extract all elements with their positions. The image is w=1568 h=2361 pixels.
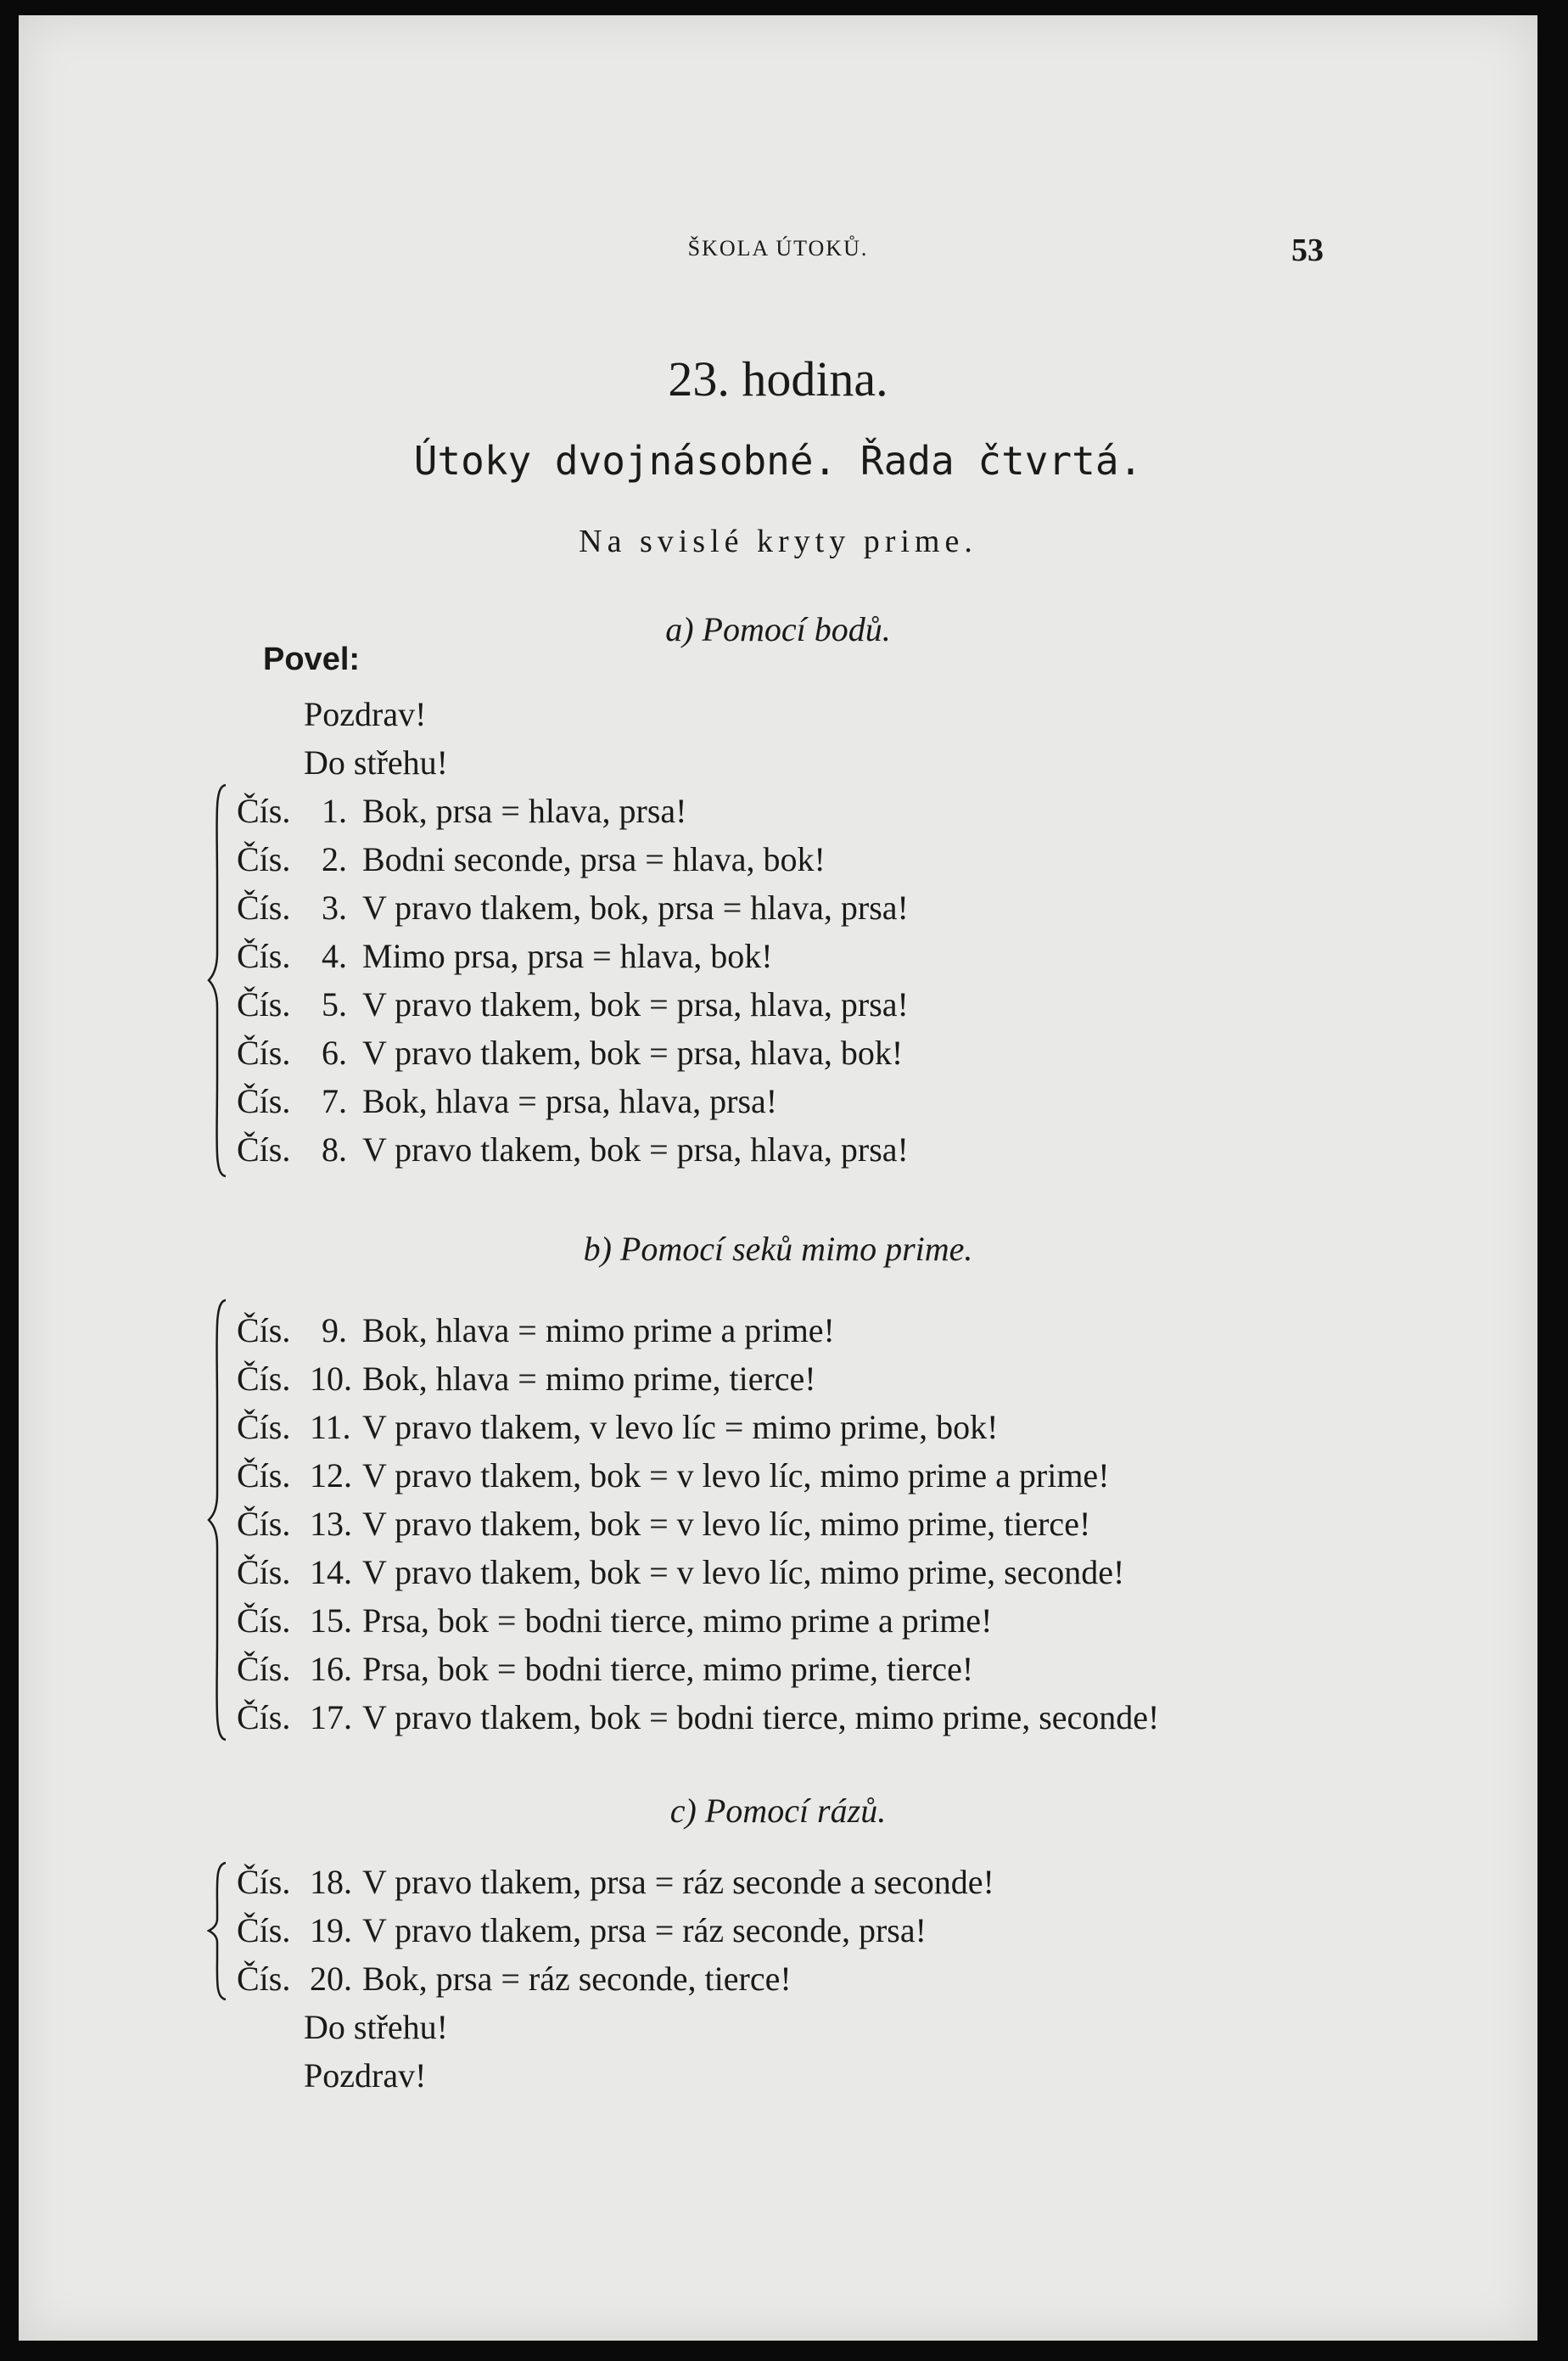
- list-item: Čís. 20. Bok, prsa = ráz seconde, tierce!: [237, 1960, 792, 1998]
- book-page: [19, 15, 1537, 2341]
- list-item: Čís. 15. Prsa, bok = bodni tierce, mimo prime a prime!: [237, 1601, 993, 1640]
- lesson-title: 23. hodina.: [668, 351, 888, 407]
- intro-command: Do střehu!: [304, 743, 448, 782]
- page-number: 53: [1291, 233, 1324, 268]
- list-item: Čís. 17. V pravo tlakem, bok = bodni tierce, mimo prime, seconde!: [237, 1698, 1160, 1736]
- list-item: Čís. 7. Bok, hlava = prsa, hlava, prsa!: [237, 1082, 778, 1120]
- list-item: Čís. 8. V pravo tlakem, bok = prsa, hlava, prsa!: [237, 1130, 909, 1169]
- closing-command: Pozdrav!: [304, 2056, 427, 2095]
- list-item: Čís. 18. V pravo tlakem, prsa = ráz seconde a seconde!: [237, 1863, 994, 1901]
- brace-section-c: [207, 1861, 229, 2001]
- command-label: Povel:: [263, 642, 361, 677]
- list-item: Čís. 5. V pravo tlakem, bok = prsa, hlava, prsa!: [237, 985, 909, 1023]
- list-item: Čís. 6. V pravo tlakem, bok = prsa, hlava, bok!: [237, 1034, 904, 1072]
- list-item: Čís. 16. Prsa, bok = bodni tierce, mimo prime, tierce!: [237, 1650, 974, 1688]
- lesson-subtitle: Útoky dvojnásobné. Řada čtvrtá.: [413, 438, 1143, 484]
- brace-section-a: [207, 783, 229, 1178]
- spaced-heading: Na svislé kryty prime.: [579, 524, 977, 559]
- list-item: Čís. 11. V pravo tlakem, v levo líc = mimo prime, bok!: [237, 1408, 999, 1446]
- list-item: Čís. 3. V pravo tlakem, bok, prsa = hlava, prsa!: [237, 889, 909, 927]
- running-title: ŠKOLA ÚTOKŮ.: [687, 236, 869, 261]
- section-c-heading: c) Pomocí rázů.: [669, 1792, 887, 1830]
- list-item: Čís. 19. V pravo tlakem, prsa = ráz seconde, prsa!: [237, 1911, 927, 1949]
- list-item: Čís. 1. Bok, prsa = hlava, prsa!: [237, 792, 687, 830]
- section-b-heading: b) Pomocí seků mimo prime.: [583, 1230, 973, 1268]
- intro-command: Pozdrav!: [304, 695, 427, 733]
- list-item: Čís. 2. Bodni seconde, prsa = hlava, bok!: [237, 840, 826, 878]
- section-a-heading: a) Pomocí bodů.: [665, 610, 891, 648]
- list-item: Čís. 10. Bok, hlava = mimo prime, tierce!: [237, 1360, 816, 1398]
- list-item: Čís. 12. V pravo tlakem, bok = v levo líc, mimo prime a prime!: [237, 1456, 1110, 1495]
- brace-section-b: [207, 1298, 229, 1741]
- list-item: Čís. 14. V pravo tlakem, bok = v levo líc, mimo prime, seconde!: [237, 1553, 1125, 1591]
- list-item: Čís. 4. Mimo prsa, prsa = hlava, bok!: [237, 937, 773, 975]
- list-item: Čís. 9. Bok, hlava = mimo prime a prime!: [237, 1311, 835, 1349]
- list-item: Čís. 13. V pravo tlakem, bok = v levo líc, mimo prime, tierce!: [237, 1505, 1091, 1543]
- closing-command: Do střehu!: [304, 2008, 448, 2046]
